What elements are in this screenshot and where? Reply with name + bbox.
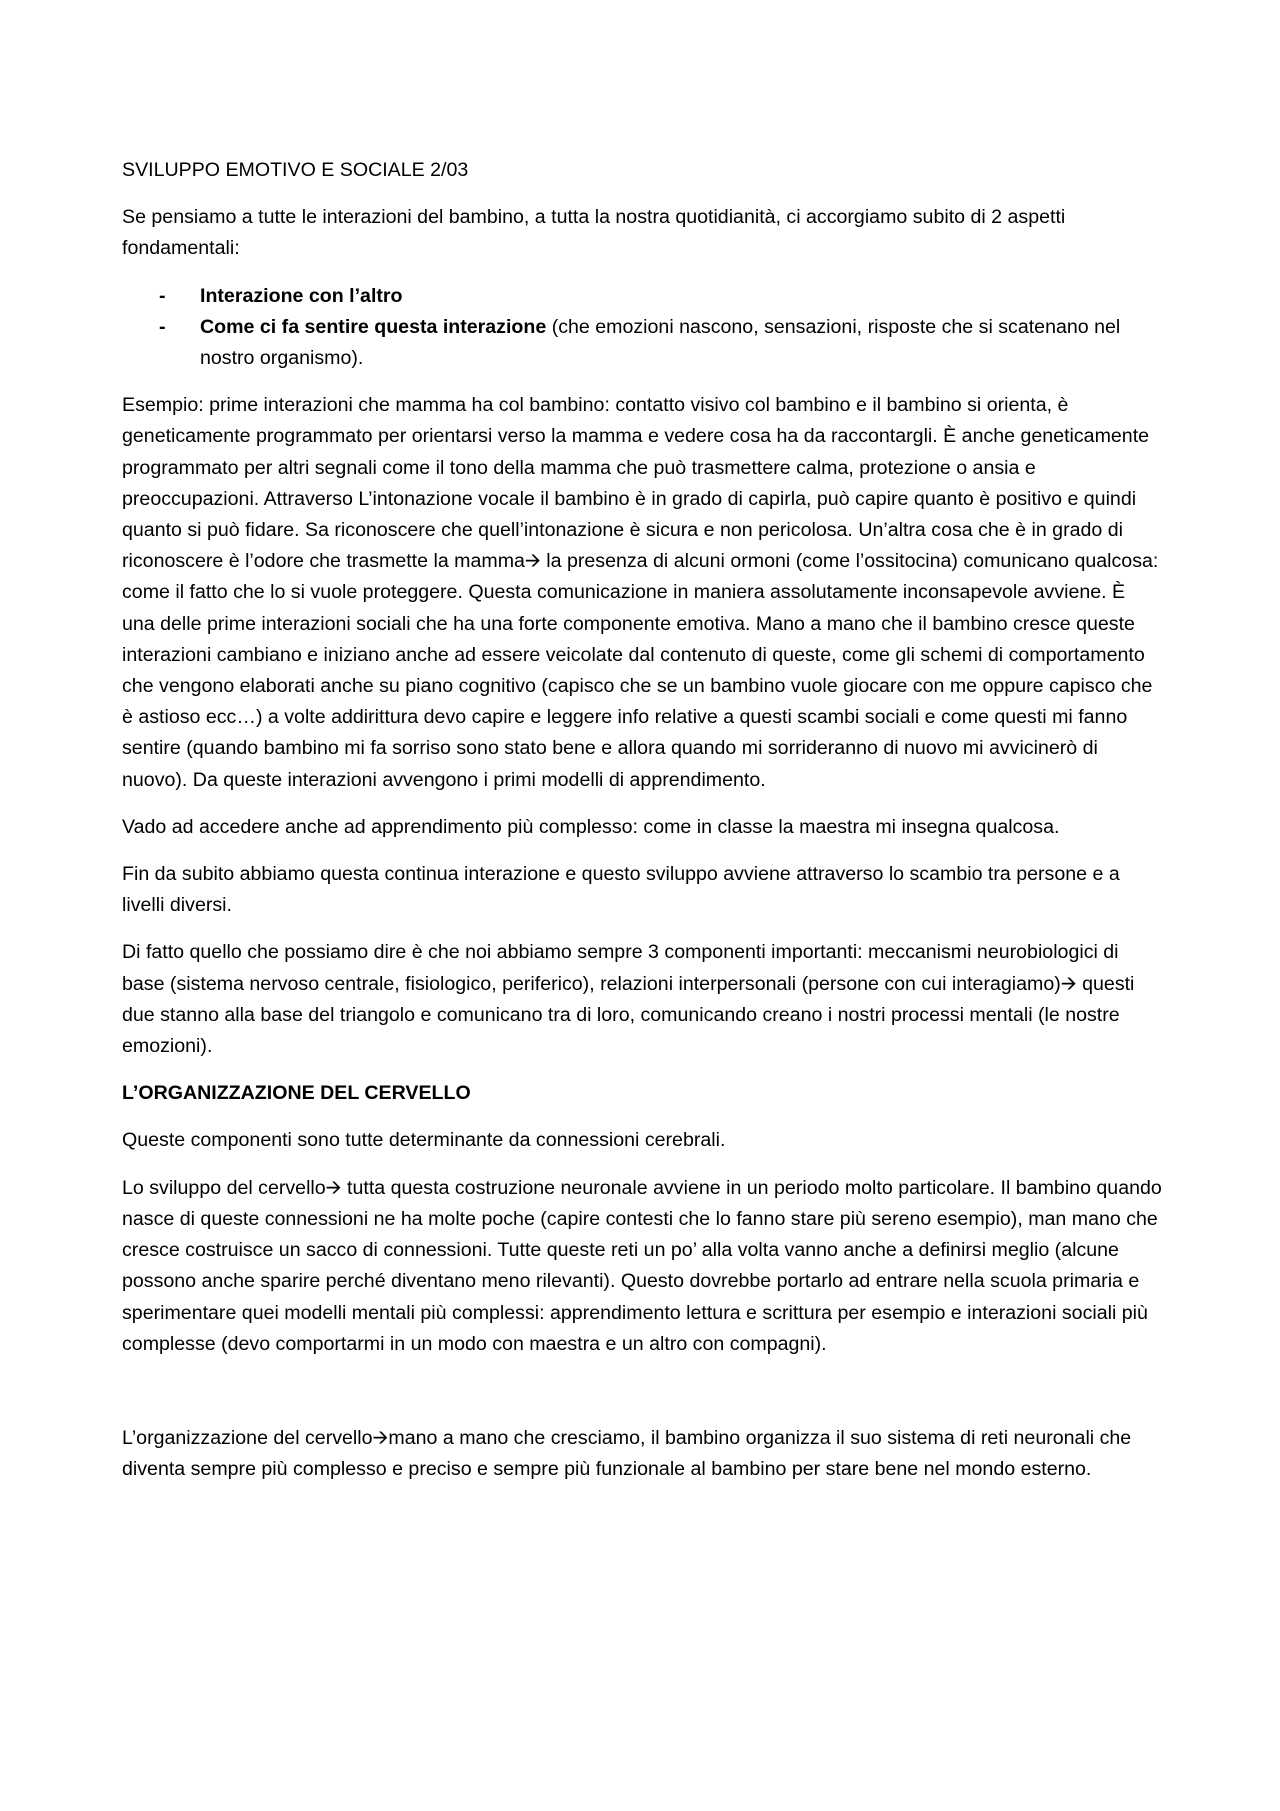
list-item xyxy=(122,312,1162,374)
bullet-dash: - xyxy=(159,284,166,307)
bullet-dash: - xyxy=(159,315,166,338)
blank-line xyxy=(122,1376,1162,1423)
body-paragraph: Di fatto quello che possiamo dire è che noi abbiamo sempre 3 componenti importanti: meccanismi neurobiologici di base (sistema nervoso centrale, fisiologico, periferico), relazioni interpersonali (persone con cui interagiamo)🡪 questi due stanno alla base del triangolo e comunicano tra di loro, comunicando creano i nostri processi mentali (le nostre emozioni). xyxy=(122,941,1135,1058)
bullet-bold-text: Come ci fa sentire questa interazione xyxy=(200,315,547,338)
closing-paragraph: L’organizzazione del cervello🡪mano a mano che cresciamo, il bambino organizza il suo sistema di reti neuronali che diventa sempre più complesso e preciso e sempre più funzionale al bambino per stare bene nel mondo esterno. xyxy=(122,1426,1132,1481)
example-paragraph: Esempio: prime interazioni che mamma ha col bambino: contatto visivo col bambino e il bambino si orienta, è geneticamente programmato per orientarsi verso la mamma e vedere cosa ha da raccontargli. È anche geneticamente programmato per altri segnali come il tono della mamma che può trasmettere calma, protezione o ansia e preoccupazioni. Attraverso L’intonazione vocale il bambino è in grado di capirla, può capire quanto è positivo e quindi quanto si può fidare. Sa riconoscere che quell’intonazione è sicura e non pericolosa. Un’altra cosa che è in grado di riconoscere è l’odore che trasmette la mamma🡪 la presenza di alcuni ormoni (come l’ossitocina) comunicano qualcosa: come il fatto che lo si vuole proteggere. Questa comunicazione in maniera assolutamente inconsapevole avviene. È una delle prime interazioni sociali che ha una forte componente emotiva. Mano a mano che il bambino cresce queste interazioni cambiano e iniziano anche ad essere veicolate dal contenuto di queste, come gli schemi di comportamento che vengono elaborati anche su piano cognitivo (capisco che se un bambino vuole giocare con me oppure capisco che è astioso ecc…) a volte addirittura devo capire e leggere info relative a questi scambi sociali e come questi mi fanno sentire (quando bambino mi fa sorriso sono stato bene e allora quando mi sorrideranno di nuovo mi avvicinerò di nuovo). Da queste interazioni avvengono i primi modelli di apprendimento. xyxy=(122,394,1159,791)
body-paragraph: Lo sviluppo del cervello🡪 tutta questa costruzione neuronale avviene in un periodo molto particolare. Il bambino quando nasce di queste connessioni ne ha molte poche (capire contesti che lo fanno stare più sereno esempio), man mano che cresce costruisce un sacco di connessioni. Tutte queste reti un po’ alla volta vanno anche a definirsi meglio (alcune possono anche sparire perché diventano meno rilevanti). Questo dovrebbe portarlo ad entrare nella scuola primaria e sperimentare quei modelli mentali più complessi: apprendimento lettura e scrittura per esempio e interazioni sociali più complesse (devo comportarmi in un modo con maestra e un altro con compagni). xyxy=(122,1176,1162,1355)
document-page xyxy=(122,155,1162,1501)
section-heading: L’ORGANIZZAZIONE DEL CERVELLO xyxy=(122,1082,471,1105)
body-paragraph: Vado ad accedere anche ad apprendimento più complesso: come in classe la maestra mi insegna qualcosa. xyxy=(122,815,1060,838)
intro-paragraph: Se pensiamo a tutte le interazioni del bambino, a tutta la nostra quotidianità, ci accorgiamo subito di 2 aspetti fondamentali: xyxy=(122,206,1066,260)
bullet-bold-text: Interazione con l’altro xyxy=(200,284,403,307)
bullet-text: (che emozioni nascono, sensazioni, risposte che si scatenano nel nostro organismo). xyxy=(200,315,1121,370)
document-title: SVILUPPO EMOTIVO E SOCIALE 2/03 xyxy=(122,159,469,181)
list-item xyxy=(122,281,1162,312)
body-paragraph: Queste componenti sono tutte determinante da connessioni cerebrali. xyxy=(122,1129,726,1152)
key-aspects-list xyxy=(122,281,1162,375)
body-paragraph: Fin da subito abbiamo questa continua interazione e questo sviluppo avviene attraverso lo scambio tra persone e a livelli diversi. xyxy=(122,863,1120,917)
